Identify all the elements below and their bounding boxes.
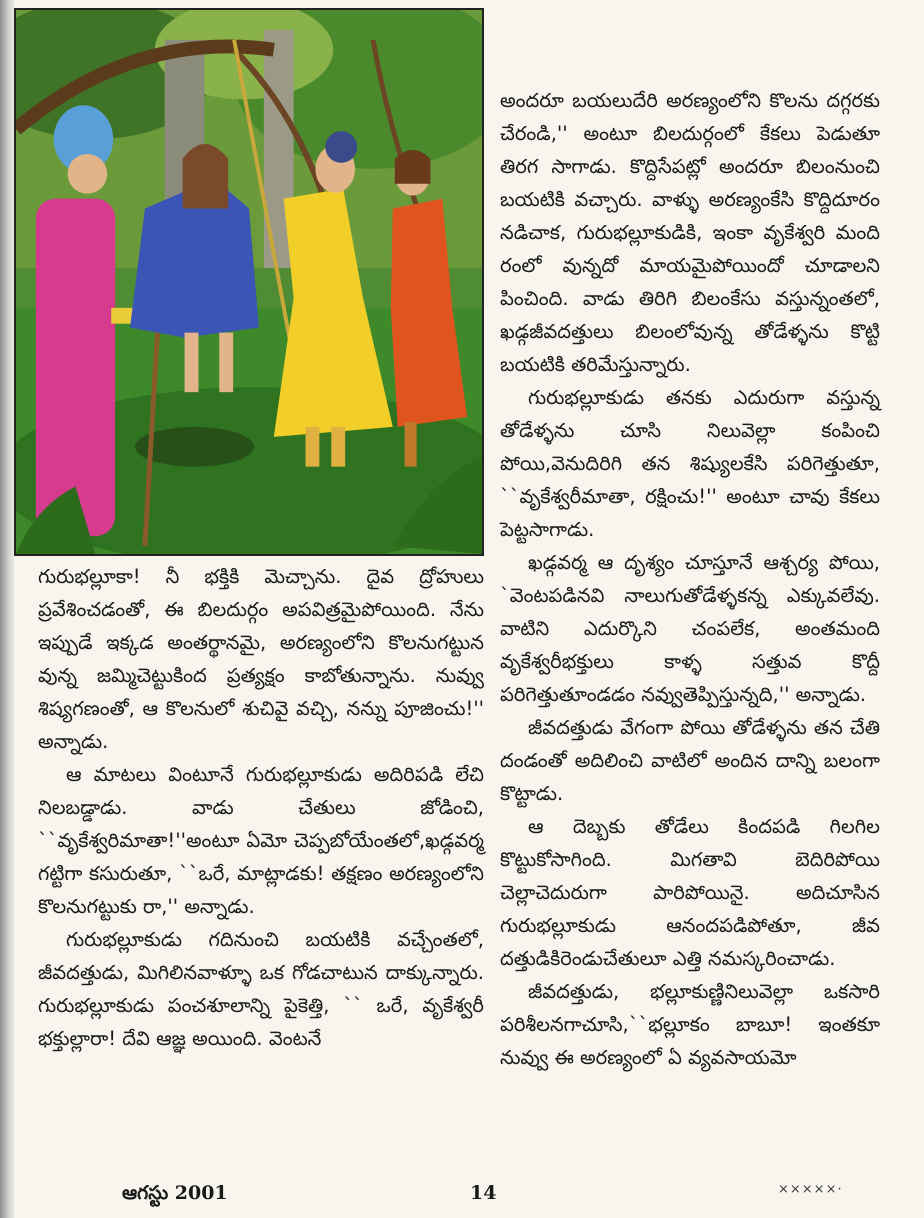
right-text-column <box>500 84 880 1074</box>
left-paragraph-1: గురుభల్లూకా! నీ భక్తికి మెచ్చాను. దైవ ద్రోహులు ప్రవేశించడంతో, ఈ బిలదుర్గం అపవిత్రమైపోయింది. నేను ఇప్పుడే ఇక్కడ అంతర్థానమై, అరణ్యంలోని కొలనుగట్టున వున్న జమ్మిచెట్టుకింద ప్రత్యక్షం కాబోతున్నాను. నువ్వు శిష్యగణంతో, ఆ కొలనులో శుచివై వచ్చి, నన్ను పూజించు!'' అన్నాడు. <box>38 565 484 753</box>
right-paragraph-4: జీవదత్తుడు వేగంగా పోయి తోడేళ్ళను తన చేతి దండంతో అదిలించి వాటిలో అందిన దాన్ని బలంగా కొట్టాడు. <box>500 716 880 805</box>
left-paragraph-2: ఆ మాటలు వింటూనే గురుభల్లూకుడు అదిరిపడి లేచి నిలబడ్డాడు. వాడు చేతులు జోడించి, ``వృకేశ్వరిమాతా!''అంటూ ఏమో చెప్పబోయేంతలో,ఖడ్గవర్మ గట్టిగా కసురుతూ, ``ఒరే, మాట్లాడకు! తక్షణం అరణ్యంలోని కొలనుగట్టుకు రా,'' అన్నాడు. <box>38 763 484 918</box>
forest-scene-illustration <box>16 10 482 554</box>
page-number: 14 <box>470 1182 497 1204</box>
binding-shadow <box>0 0 14 1218</box>
right-paragraph-2: గురుభల్లూకుడు తనకు ఎదురుగా వస్తున్న తోడేళ్ళను చూసి నిలువెల్లా కంపించి పోయి,వెనుదిరిగి తన శిష్యులకేసి పరిగెత్తుతూ, ``వృకేశ్వరీమాతా, రక్షించు!'' అంటూ చావు కేకలు పెట్టసాగాడు. <box>500 386 880 541</box>
footer-tail-marks: ×××××· <box>778 1182 843 1197</box>
right-paragraph-5: ఆ దెబ్బకు తోడేలు కిందపడి గిలగిల కొట్టుకోసాగింది. మిగతావి బెదిరిపోయి చెల్లాచెదురుగా పారిపోయినై. అదిచూసిన గురుభల్లూకుడు ఆనందపడిపోతూ, జీవ దత్తుడికిరెండుచేతులూ ఎత్తి నమస్కరించాడు. <box>500 815 880 970</box>
page-footer <box>0 1182 924 1212</box>
left-paragraph-3: గురుభల్లూకుడు గదినుంచి బయటికి వచ్చేంతలో, జీవదత్తుడు, మిగిలినవాళ్ళూ ఒక గోడచాటున దాక్కున్నారు. గురుభల్లూకుడు పంచశూలాన్ని పైకెత్తి, `` ఒరే, వృకేశ్వరీ భక్తుల్లారా! దేవి ఆజ్ఞ అయింది. వెంటనే <box>38 928 484 1050</box>
right-paragraph-1: అందరూ బయలుదేరి అరణ్యంలోని కొలను దగ్గరకు చేరండి,'' అంటూ బిలదుర్గంలో కేకలు పెడుతూ తిరగ సాగాడు. కొద్దిసేపట్లో అందరూ బిలంనుంచి బయటికి వచ్చారు. వాళ్ళు అరణ్యంకేసి కొద్దిదూరం నడిచాక, గురుభల్లూకుడికి, ఇంకా వృకేశ్వరి మంది రంలో వున్నదో మాయమైపోయిందో చూడాలని పించింది. వాడు తిరిగి బిలంకేసు వస్తున్నంతలో, ఖడ్గజీవదత్తులు బిలంలోవున్న తోడేళ్ళను కొట్టి బయటికి తరిమేస్తున్నారు. <box>500 89 880 376</box>
issue-date: ఆగస్టు 2001 <box>122 1182 228 1204</box>
right-paragraph-3: ఖడ్గవర్మ ఆ దృశ్యం చూస్తూనే ఆశ్చర్య పోయి, `వెంటపడినవి నాలుగుతోడేళ్ళకన్న ఎక్కువలేవు. వాటిని ఎదుర్కొని చంపలేక, అంతమంది వృకేశ్వరీభక్తులు కాళ్ళ సత్తువ కొద్దీ పరిగెత్తుతూండడం నవ్వుతెప్పిస్తున్నది,'' అన్నాడు. <box>500 551 880 706</box>
left-text-column <box>38 560 484 1055</box>
right-paragraph-6: జీవదత్తుడు, భల్లూకుణ్ణినిలువెల్లా ఒకసారి పరిశీలనగాచూసి,``భల్లూకం బాబూ! ఇంతకూ నువ్వు ఈ అరణ్యంలో ఏ వ్యవసాయమో <box>500 980 880 1069</box>
story-illustration <box>14 8 484 556</box>
